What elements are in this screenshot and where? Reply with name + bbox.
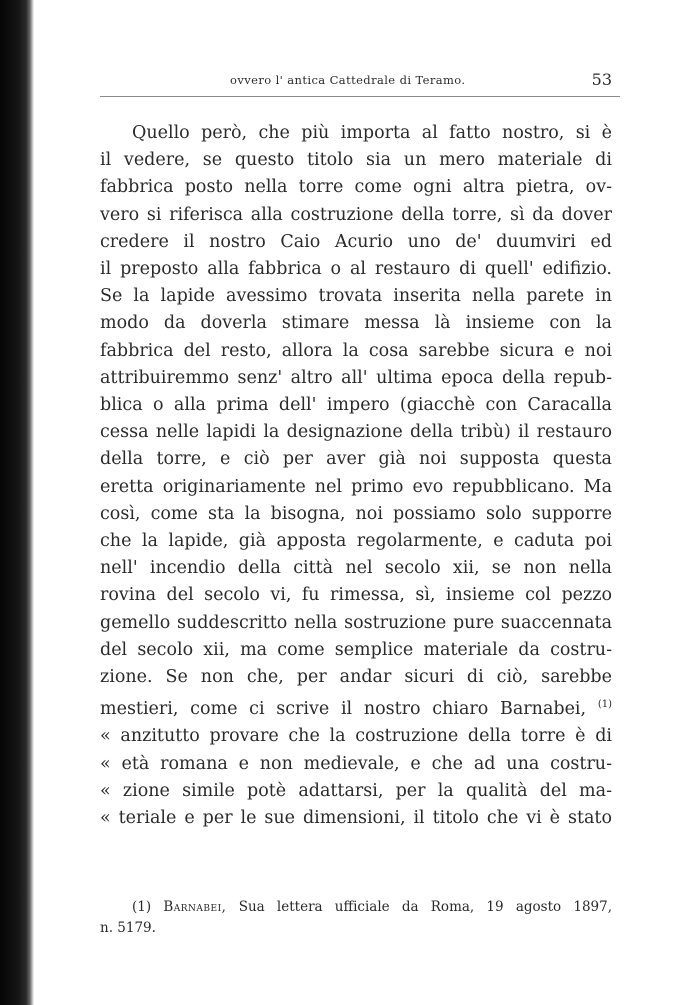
footnote-author: Barnabei, xyxy=(163,899,227,915)
text-line: che la lapide, già apposta regolarmente, e caduta poi xyxy=(100,531,612,552)
footnote-line xyxy=(100,897,612,918)
text-line: eretta originariamente nel primo evo repubblicano. Ma xyxy=(100,476,612,497)
text-line-with-footnote-ref xyxy=(100,691,612,723)
text-line: blica o alla prima dell' impero (giacchè con Caracalla xyxy=(100,395,612,416)
text-line: il vedere, se questo titolo sia un mero materiale di xyxy=(100,150,612,171)
text-line: della torre, e ciò per aver già noi supposta questa xyxy=(100,449,612,470)
text-line: attribuiremmo senz' altro all' ultima epoca della repub- xyxy=(100,367,612,388)
text-line-content: mestieri, come ci scrive il nostro chiaro Barnabei, xyxy=(100,699,587,720)
quoted-line: « età romana e non medievale, e che ad una costru- xyxy=(100,753,612,774)
page-number: 53 xyxy=(591,70,612,89)
footnote xyxy=(100,897,612,939)
text-line: fabbrica del resto, allora la cosa sarebbe sicura e noi xyxy=(100,340,612,361)
text-line: zione. Se non che, per andar sicuri di ciò, sarebbe xyxy=(100,667,612,688)
text-line: modo da doverla stimare messa là insieme con la xyxy=(100,313,612,334)
header-rule xyxy=(100,96,620,97)
footnote-marker: (1) xyxy=(132,899,152,915)
text-line: Se la lapide avessimo trovata inserita nella parete in xyxy=(100,286,612,307)
text-line: il preposto alla fabbrica o al restauro di quell' edifizio. xyxy=(100,259,612,280)
footnote-reference: (1) xyxy=(597,699,612,711)
quoted-line: « teriale e per le sue dimensioni, il titolo che vi è stato xyxy=(100,808,612,829)
text-line: gemello suddescritto nella sostruzione pure suaccennata xyxy=(100,612,612,633)
main-text xyxy=(100,120,612,832)
text-line: Quello però, che più importa al fatto nostro, si è xyxy=(132,123,612,143)
text-line: così, come sta la bisogna, noi possiamo solo supporre xyxy=(100,503,612,524)
text-line: del secolo xii, ma come semplice materiale da costru- xyxy=(100,639,612,660)
text-line: nell' incendio della città nel secolo xii, se non nella xyxy=(100,558,612,579)
text-line: cessa nelle lapidi la designazione della tribù) il restauro xyxy=(100,422,612,443)
text-line: fabbrica posto nella torre come ogni altra pietra, ov- xyxy=(100,177,612,198)
text-line: rovina del secolo vi, fu rimessa, sì, insieme col pezzo xyxy=(100,585,612,606)
text-line: credere il nostro Caio Acurio uno de' duumviri ed xyxy=(100,231,612,252)
footnote-citation: Sua lettera ufficiale da Roma, 19 agosto 1897, xyxy=(238,899,613,915)
footnote-line: n. 5179. xyxy=(100,920,156,936)
text-line: vero si riferisca alla costruzione della torre, sì da dover xyxy=(100,204,612,225)
quoted-line: « zione simile potè adattarsi, per la qualità del ma- xyxy=(100,780,612,801)
quoted-line: « anzitutto provare che la costruzione della torre è di xyxy=(100,726,612,747)
running-head xyxy=(100,66,620,92)
running-title: ovvero l' antica Cattedrale di Teramo. xyxy=(230,73,466,87)
